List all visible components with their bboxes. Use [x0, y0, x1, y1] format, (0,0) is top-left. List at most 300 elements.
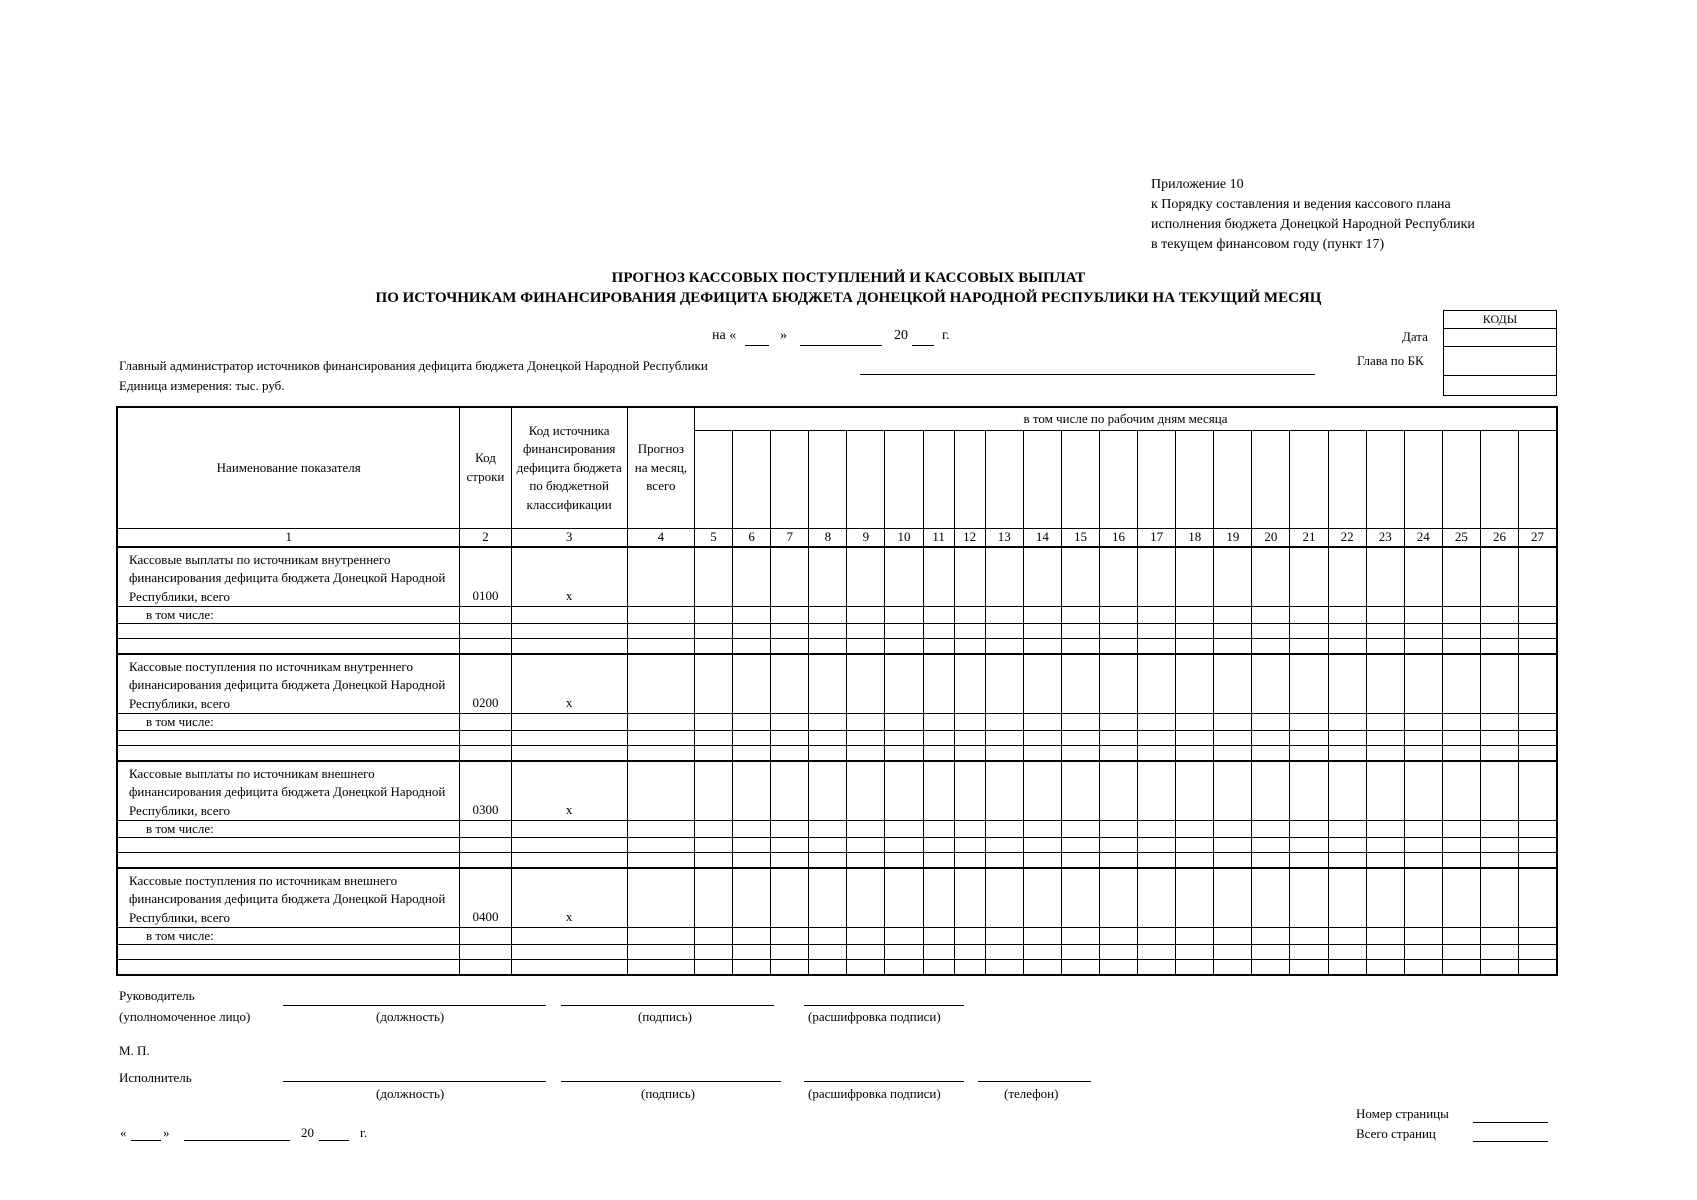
total-pages-field[interactable]: [1473, 1141, 1548, 1142]
value-cell[interactable]: [1328, 624, 1366, 639]
value-cell[interactable]: [1252, 714, 1290, 731]
value-cell[interactable]: [1290, 853, 1328, 868]
value-cell[interactable]: [809, 868, 847, 928]
extra-code-field[interactable]: [1444, 376, 1557, 396]
value-cell[interactable]: [809, 607, 847, 624]
value-cell[interactable]: [847, 607, 885, 624]
value-cell[interactable]: [809, 838, 847, 853]
value-cell[interactable]: [885, 607, 923, 624]
value-cell[interactable]: [1404, 945, 1442, 960]
value-cell[interactable]: [460, 838, 511, 853]
value-cell[interactable]: [1138, 639, 1176, 654]
value-cell[interactable]: [1404, 821, 1442, 838]
value-cell[interactable]: [460, 960, 511, 975]
value-cell[interactable]: [1023, 868, 1061, 928]
executor-signature-field[interactable]: [561, 1081, 781, 1082]
value-cell[interactable]: [1442, 838, 1480, 853]
value-cell[interactable]: [1138, 746, 1176, 761]
value-cell[interactable]: [1061, 928, 1099, 945]
value-cell[interactable]: [1290, 746, 1328, 761]
value-cell[interactable]: [1023, 761, 1061, 821]
value-cell[interactable]: [954, 928, 985, 945]
value-cell[interactable]: [985, 960, 1023, 975]
date-code-field[interactable]: [1444, 329, 1557, 347]
value-cell[interactable]: [1290, 547, 1328, 607]
value-cell[interactable]: [1138, 547, 1176, 607]
value-cell[interactable]: [985, 731, 1023, 746]
value-cell[interactable]: [1442, 607, 1480, 624]
value-cell[interactable]: [1138, 607, 1176, 624]
value-cell[interactable]: [1176, 639, 1214, 654]
value-cell[interactable]: [1138, 945, 1176, 960]
value-cell[interactable]: [733, 838, 771, 853]
value-cell[interactable]: [1252, 853, 1290, 868]
value-cell[interactable]: [1442, 928, 1480, 945]
administrator-field[interactable]: [860, 374, 1315, 375]
value-cell[interactable]: [954, 838, 985, 853]
value-cell[interactable]: [1099, 746, 1137, 761]
value-cell[interactable]: [809, 928, 847, 945]
value-cell[interactable]: [1480, 654, 1518, 714]
value-cell[interactable]: [1252, 624, 1290, 639]
value-cell[interactable]: [627, 714, 694, 731]
value-cell[interactable]: [694, 868, 732, 928]
value-cell[interactable]: [1176, 714, 1214, 731]
value-cell[interactable]: [1061, 838, 1099, 853]
value-cell[interactable]: [1366, 746, 1404, 761]
value-cell[interactable]: [1290, 607, 1328, 624]
value-cell[interactable]: [1138, 853, 1176, 868]
value-cell[interactable]: [954, 731, 985, 746]
value-cell[interactable]: [1366, 945, 1404, 960]
value-cell[interactable]: [460, 607, 511, 624]
value-cell[interactable]: [885, 731, 923, 746]
value-cell[interactable]: [1519, 945, 1557, 960]
value-cell[interactable]: [885, 746, 923, 761]
value-cell[interactable]: [1290, 868, 1328, 928]
value-cell[interactable]: [1176, 853, 1214, 868]
value-cell[interactable]: [1023, 654, 1061, 714]
value-cell[interactable]: [627, 746, 694, 761]
value-cell[interactable]: [627, 853, 694, 868]
value-cell[interactable]: [1252, 746, 1290, 761]
value-cell[interactable]: [771, 821, 809, 838]
value-cell[interactable]: [1252, 960, 1290, 975]
value-cell[interactable]: [1404, 714, 1442, 731]
value-cell[interactable]: [1366, 547, 1404, 607]
value-cell[interactable]: [1176, 624, 1214, 639]
value-cell[interactable]: [771, 547, 809, 607]
value-cell[interactable]: [733, 607, 771, 624]
value-cell[interactable]: [1061, 607, 1099, 624]
value-cell[interactable]: [771, 945, 809, 960]
executor-decoding-field[interactable]: [804, 1081, 964, 1082]
value-cell[interactable]: [1252, 639, 1290, 654]
value-cell[interactable]: [1061, 761, 1099, 821]
value-cell[interactable]: [1214, 714, 1252, 731]
footer-year-field[interactable]: [319, 1140, 349, 1141]
value-cell[interactable]: [117, 746, 460, 761]
value-cell[interactable]: [1404, 928, 1442, 945]
value-cell[interactable]: [511, 731, 627, 746]
value-cell[interactable]: [1138, 928, 1176, 945]
value-cell[interactable]: [1290, 960, 1328, 975]
value-cell[interactable]: [923, 821, 954, 838]
value-cell[interactable]: [694, 960, 732, 975]
value-cell[interactable]: [923, 607, 954, 624]
value-cell[interactable]: [1328, 607, 1366, 624]
value-cell[interactable]: [1252, 654, 1290, 714]
value-cell[interactable]: [885, 853, 923, 868]
value-cell[interactable]: [847, 853, 885, 868]
value-cell[interactable]: [1214, 746, 1252, 761]
value-cell[interactable]: [1099, 547, 1137, 607]
value-cell[interactable]: [771, 714, 809, 731]
value-cell[interactable]: [1061, 945, 1099, 960]
value-cell[interactable]: [1442, 654, 1480, 714]
value-cell[interactable]: [809, 821, 847, 838]
value-cell[interactable]: [885, 838, 923, 853]
value-cell[interactable]: [627, 607, 694, 624]
value-cell[interactable]: [985, 547, 1023, 607]
value-cell[interactable]: [771, 624, 809, 639]
value-cell[interactable]: [1442, 639, 1480, 654]
value-cell[interactable]: [1442, 731, 1480, 746]
value-cell[interactable]: [985, 639, 1023, 654]
value-cell[interactable]: [627, 960, 694, 975]
value-cell[interactable]: [1176, 607, 1214, 624]
value-cell[interactable]: [1290, 639, 1328, 654]
value-cell[interactable]: [460, 624, 511, 639]
value-cell[interactable]: [1328, 746, 1366, 761]
value-cell[interactable]: [1328, 714, 1366, 731]
value-cell[interactable]: [1290, 945, 1328, 960]
value-cell[interactable]: [1442, 853, 1480, 868]
value-cell[interactable]: [117, 624, 460, 639]
value-cell[interactable]: [985, 838, 1023, 853]
value-cell[interactable]: [954, 639, 985, 654]
value-cell[interactable]: [923, 838, 954, 853]
value-cell[interactable]: [627, 624, 694, 639]
value-cell[interactable]: [771, 654, 809, 714]
value-cell[interactable]: [1366, 761, 1404, 821]
value-cell[interactable]: [1366, 868, 1404, 928]
value-cell[interactable]: [460, 821, 511, 838]
value-cell[interactable]: [885, 639, 923, 654]
value-cell[interactable]: [1061, 746, 1099, 761]
value-cell[interactable]: [885, 868, 923, 928]
value-cell[interactable]: [1480, 714, 1518, 731]
value-cell[interactable]: [1176, 945, 1214, 960]
value-cell[interactable]: [1099, 928, 1137, 945]
executor-position-field[interactable]: [283, 1081, 546, 1082]
value-cell[interactable]: [1519, 714, 1557, 731]
value-cell[interactable]: [1442, 945, 1480, 960]
value-cell[interactable]: [809, 624, 847, 639]
value-cell[interactable]: [809, 945, 847, 960]
value-cell[interactable]: [885, 761, 923, 821]
value-cell[interactable]: [885, 945, 923, 960]
value-cell[interactable]: [1023, 547, 1061, 607]
value-cell[interactable]: [1480, 853, 1518, 868]
value-cell[interactable]: [1176, 960, 1214, 975]
value-cell[interactable]: [954, 761, 985, 821]
value-cell[interactable]: [1252, 731, 1290, 746]
value-cell[interactable]: [985, 868, 1023, 928]
value-cell[interactable]: [1442, 547, 1480, 607]
value-cell[interactable]: [1252, 928, 1290, 945]
value-cell[interactable]: [694, 639, 732, 654]
value-cell[interactable]: [1061, 639, 1099, 654]
value-cell[interactable]: [1099, 945, 1137, 960]
value-cell[interactable]: [627, 945, 694, 960]
value-cell[interactable]: [1442, 624, 1480, 639]
value-cell[interactable]: [1480, 639, 1518, 654]
value-cell[interactable]: [733, 960, 771, 975]
value-cell[interactable]: [954, 654, 985, 714]
value-cell[interactable]: [1214, 868, 1252, 928]
value-cell[interactable]: [1252, 945, 1290, 960]
value-cell[interactable]: [1442, 821, 1480, 838]
value-cell[interactable]: [460, 928, 511, 945]
value-cell[interactable]: [117, 960, 460, 975]
value-cell[interactable]: [511, 960, 627, 975]
month-field[interactable]: [800, 345, 882, 346]
value-cell[interactable]: [1138, 761, 1176, 821]
value-cell[interactable]: [627, 639, 694, 654]
value-cell[interactable]: [1480, 960, 1518, 975]
value-cell[interactable]: [694, 928, 732, 945]
page-number-field[interactable]: [1473, 1122, 1548, 1123]
value-cell[interactable]: [733, 928, 771, 945]
value-cell[interactable]: [1480, 838, 1518, 853]
value-cell[interactable]: [1519, 761, 1557, 821]
value-cell[interactable]: [1442, 714, 1480, 731]
value-cell[interactable]: [1519, 928, 1557, 945]
head-decoding-field[interactable]: [804, 1005, 964, 1006]
value-cell[interactable]: [1023, 624, 1061, 639]
value-cell[interactable]: [1519, 746, 1557, 761]
value-cell[interactable]: [694, 821, 732, 838]
value-cell[interactable]: [923, 654, 954, 714]
value-cell[interactable]: [1099, 821, 1137, 838]
value-cell[interactable]: [460, 746, 511, 761]
value-cell[interactable]: [985, 624, 1023, 639]
value-cell[interactable]: [511, 624, 627, 639]
value-cell[interactable]: [954, 945, 985, 960]
value-cell[interactable]: [117, 853, 460, 868]
value-cell[interactable]: [1023, 945, 1061, 960]
value-cell[interactable]: [1290, 761, 1328, 821]
value-cell[interactable]: [1366, 731, 1404, 746]
value-cell[interactable]: [885, 714, 923, 731]
value-cell[interactable]: [1099, 731, 1137, 746]
value-cell[interactable]: [923, 960, 954, 975]
value-cell[interactable]: [1176, 746, 1214, 761]
value-cell[interactable]: [1214, 945, 1252, 960]
value-cell[interactable]: [1061, 853, 1099, 868]
value-cell[interactable]: [923, 761, 954, 821]
value-cell[interactable]: [771, 853, 809, 868]
value-cell[interactable]: [1290, 838, 1328, 853]
value-cell[interactable]: [1290, 821, 1328, 838]
value-cell[interactable]: [1366, 714, 1404, 731]
value-cell[interactable]: [1023, 838, 1061, 853]
day-field[interactable]: [745, 345, 769, 346]
value-cell[interactable]: [1176, 547, 1214, 607]
value-cell[interactable]: [1366, 639, 1404, 654]
value-cell[interactable]: [771, 746, 809, 761]
value-cell[interactable]: [1099, 960, 1137, 975]
value-cell[interactable]: [117, 945, 460, 960]
value-cell[interactable]: [627, 731, 694, 746]
value-cell[interactable]: [1061, 868, 1099, 928]
value-cell[interactable]: [1328, 945, 1366, 960]
footer-day-field[interactable]: [131, 1140, 161, 1141]
value-cell[interactable]: [511, 746, 627, 761]
value-cell[interactable]: [1252, 547, 1290, 607]
value-cell[interactable]: [694, 746, 732, 761]
value-cell[interactable]: [1176, 928, 1214, 945]
value-cell[interactable]: [1138, 714, 1176, 731]
value-cell[interactable]: [1290, 624, 1328, 639]
value-cell[interactable]: [1061, 654, 1099, 714]
value-cell[interactable]: [1061, 960, 1099, 975]
value-cell[interactable]: [1214, 761, 1252, 821]
value-cell[interactable]: [1328, 654, 1366, 714]
value-cell[interactable]: [733, 654, 771, 714]
value-cell[interactable]: [694, 624, 732, 639]
value-cell[interactable]: [694, 547, 732, 607]
value-cell[interactable]: [1328, 547, 1366, 607]
value-cell[interactable]: [985, 746, 1023, 761]
value-cell[interactable]: [1023, 746, 1061, 761]
value-cell[interactable]: [1099, 714, 1137, 731]
value-cell[interactable]: [809, 639, 847, 654]
value-cell[interactable]: [511, 821, 627, 838]
value-cell[interactable]: [847, 746, 885, 761]
value-cell[interactable]: [1442, 868, 1480, 928]
value-cell[interactable]: [627, 821, 694, 838]
value-cell[interactable]: [460, 853, 511, 868]
value-cell[interactable]: [771, 761, 809, 821]
value-cell[interactable]: [1404, 838, 1442, 853]
value-cell[interactable]: [1480, 761, 1518, 821]
value-cell[interactable]: [1442, 960, 1480, 975]
value-cell[interactable]: [809, 731, 847, 746]
value-cell[interactable]: [954, 853, 985, 868]
value-cell[interactable]: [1519, 838, 1557, 853]
value-cell[interactable]: [511, 714, 627, 731]
value-cell[interactable]: [733, 853, 771, 868]
value-cell[interactable]: [1519, 731, 1557, 746]
value-cell[interactable]: [885, 654, 923, 714]
value-cell[interactable]: [885, 821, 923, 838]
value-cell[interactable]: [694, 853, 732, 868]
value-cell[interactable]: [1366, 821, 1404, 838]
value-cell[interactable]: [627, 868, 694, 928]
value-cell[interactable]: [1214, 838, 1252, 853]
value-cell[interactable]: [847, 714, 885, 731]
value-cell[interactable]: [1480, 945, 1518, 960]
value-cell[interactable]: [1023, 853, 1061, 868]
value-cell[interactable]: [771, 731, 809, 746]
value-cell[interactable]: [1328, 731, 1366, 746]
value-cell[interactable]: [923, 731, 954, 746]
value-cell[interactable]: [1366, 607, 1404, 624]
value-cell[interactable]: [1328, 868, 1366, 928]
footer-month-field[interactable]: [184, 1140, 290, 1141]
value-cell[interactable]: [847, 654, 885, 714]
value-cell[interactable]: [1328, 928, 1366, 945]
value-cell[interactable]: [985, 945, 1023, 960]
value-cell[interactable]: [460, 945, 511, 960]
value-cell[interactable]: [1099, 868, 1137, 928]
value-cell[interactable]: [1252, 761, 1290, 821]
value-cell[interactable]: [1099, 761, 1137, 821]
value-cell[interactable]: [1519, 607, 1557, 624]
value-cell[interactable]: [1366, 624, 1404, 639]
value-cell[interactable]: [511, 853, 627, 868]
value-cell[interactable]: [954, 746, 985, 761]
year-field[interactable]: [912, 345, 934, 346]
value-cell[interactable]: [1023, 928, 1061, 945]
value-cell[interactable]: [694, 945, 732, 960]
value-cell[interactable]: [985, 714, 1023, 731]
value-cell[interactable]: [733, 714, 771, 731]
value-cell[interactable]: [985, 821, 1023, 838]
value-cell[interactable]: [771, 928, 809, 945]
value-cell[interactable]: [1290, 714, 1328, 731]
value-cell[interactable]: [1404, 607, 1442, 624]
value-cell[interactable]: [1480, 731, 1518, 746]
value-cell[interactable]: [511, 639, 627, 654]
value-cell[interactable]: [1061, 821, 1099, 838]
value-cell[interactable]: [1519, 547, 1557, 607]
value-cell[interactable]: [1404, 960, 1442, 975]
value-cell[interactable]: [1214, 654, 1252, 714]
value-cell[interactable]: [1252, 838, 1290, 853]
value-cell[interactable]: [1099, 639, 1137, 654]
value-cell[interactable]: [460, 731, 511, 746]
head-signature-field[interactable]: [561, 1005, 774, 1006]
executor-phone-field[interactable]: [978, 1081, 1091, 1082]
value-cell[interactable]: [694, 731, 732, 746]
value-cell[interactable]: [1214, 821, 1252, 838]
value-cell[interactable]: [1099, 654, 1137, 714]
value-cell[interactable]: [1214, 731, 1252, 746]
value-cell[interactable]: [1214, 960, 1252, 975]
chapter-code-field[interactable]: [1444, 347, 1557, 376]
value-cell[interactable]: [923, 547, 954, 607]
value-cell[interactable]: [694, 714, 732, 731]
value-cell[interactable]: [1480, 607, 1518, 624]
value-cell[interactable]: [1061, 624, 1099, 639]
value-cell[interactable]: [771, 960, 809, 975]
value-cell[interactable]: [1404, 868, 1442, 928]
value-cell[interactable]: [733, 746, 771, 761]
value-cell[interactable]: [1366, 838, 1404, 853]
value-cell[interactable]: [1404, 853, 1442, 868]
value-cell[interactable]: [733, 945, 771, 960]
value-cell[interactable]: [1061, 731, 1099, 746]
value-cell[interactable]: [733, 731, 771, 746]
value-cell[interactable]: [771, 607, 809, 624]
value-cell[interactable]: [1366, 960, 1404, 975]
value-cell[interactable]: [954, 821, 985, 838]
value-cell[interactable]: [1480, 821, 1518, 838]
value-cell[interactable]: [1404, 639, 1442, 654]
